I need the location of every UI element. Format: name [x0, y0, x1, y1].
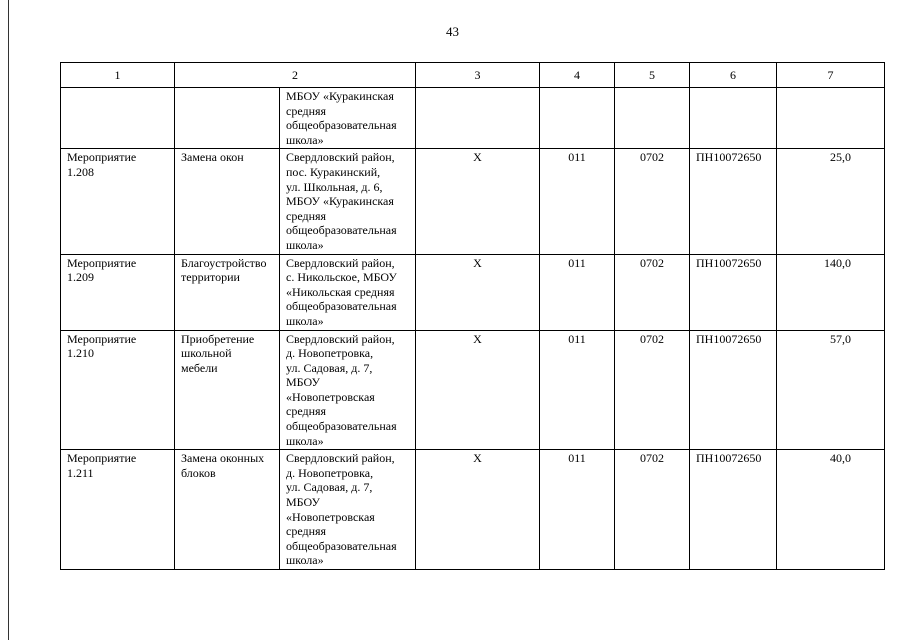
- event-cell: [61, 149, 175, 254]
- address-line: школа»: [286, 237, 324, 252]
- col3-cell: Х: [416, 254, 540, 330]
- name-line: блоков: [181, 465, 216, 480]
- col5-cell: 0702: [615, 254, 690, 330]
- name-cell: [175, 330, 280, 450]
- name-line: Благоустройство: [181, 255, 267, 270]
- address-line: школа»: [286, 553, 324, 568]
- col3-cell: Х: [416, 149, 540, 254]
- col7-cell: [777, 88, 885, 149]
- col6-cell: [690, 88, 777, 149]
- name-cell: [175, 450, 280, 570]
- header-col-5: 5: [615, 63, 690, 88]
- header-row: [61, 63, 885, 88]
- address-line: средняя: [286, 208, 327, 223]
- address-line: ул. Садовая, д. 7,: [286, 480, 373, 495]
- name-line: школьной: [181, 346, 232, 361]
- address-line: д. Новопетровка,: [286, 465, 374, 480]
- address-line: МБОУ: [286, 375, 320, 390]
- col4-cell: 011: [540, 330, 615, 450]
- name-cell: [175, 88, 280, 149]
- address-line: средняя: [286, 103, 327, 118]
- col5-cell: [615, 88, 690, 149]
- col4-cell: 011: [540, 254, 615, 330]
- address-line: МБОУ: [286, 495, 320, 510]
- header-col-4: 4: [540, 63, 615, 88]
- header-col-1: 1: [61, 63, 175, 88]
- address-line: ул. Садовая, д. 7,: [286, 360, 373, 375]
- col6-cell: ПН10072650: [690, 254, 777, 330]
- col7-cell: 40,0: [777, 450, 885, 570]
- col4-cell: [540, 88, 615, 149]
- event-line: 1.210: [67, 346, 94, 361]
- address-line: средняя: [286, 524, 327, 539]
- event-cell: [61, 254, 175, 330]
- col3-cell: Х: [416, 450, 540, 570]
- col5-cell: 0702: [615, 450, 690, 570]
- col6-cell: ПН10072650: [690, 149, 777, 254]
- address-line: «Новопетровская: [286, 389, 375, 404]
- header-col-7: 7: [777, 63, 885, 88]
- address-line: Свердловский район,: [286, 255, 395, 270]
- address-line: пос. Куракинский,: [286, 164, 381, 179]
- address-line: д. Новопетровка,: [286, 346, 374, 361]
- col5-cell: 0702: [615, 330, 690, 450]
- event-line: Мероприятие: [67, 331, 137, 346]
- event-cell: [61, 330, 175, 450]
- address-cell: [280, 254, 416, 330]
- event-line: Мероприятие: [67, 255, 137, 270]
- name-line: территории: [181, 270, 240, 285]
- table-row: [61, 450, 885, 570]
- col5-cell: 0702: [615, 149, 690, 254]
- address-line: общеобразовательная: [286, 538, 397, 553]
- address-line: Свердловский район,: [286, 150, 395, 165]
- header-col-6: 6: [690, 63, 777, 88]
- page-number: 43: [446, 24, 459, 39]
- col7-cell: 25,0: [777, 149, 885, 254]
- address-line: Свердловский район,: [286, 451, 395, 466]
- name-line: Замена оконных: [181, 451, 265, 466]
- col4-cell: 011: [540, 450, 615, 570]
- address-cell: [280, 149, 416, 254]
- address-cell: [280, 450, 416, 570]
- event-line: 1.208: [67, 164, 94, 179]
- name-cell: [175, 149, 280, 254]
- table-row: [61, 88, 885, 149]
- address-line: МБОУ «Куракинская: [286, 89, 394, 103]
- event-line: 1.209: [67, 270, 94, 285]
- col3-cell: Х: [416, 330, 540, 450]
- table-row: [61, 254, 885, 330]
- col7-cell: 57,0: [777, 330, 885, 450]
- address-line: средняя: [286, 404, 327, 419]
- name-line: Приобретение: [181, 331, 255, 346]
- col6-cell: ПН10072650: [690, 330, 777, 450]
- address-line: общеобразовательная: [286, 299, 397, 314]
- col6-cell: ПН10072650: [690, 450, 777, 570]
- address-line: школа»: [286, 132, 324, 147]
- table-row: [61, 330, 885, 450]
- address-line: школа»: [286, 313, 324, 328]
- address-line: общеобразовательная: [286, 118, 397, 133]
- left-margin-rule: [8, 0, 9, 640]
- name-line: Замена окон: [181, 150, 244, 165]
- address-cell: [280, 88, 416, 149]
- address-line: МБОУ «Куракинская: [286, 194, 394, 209]
- address-line: Свердловский район,: [286, 331, 395, 346]
- budget-table: [60, 62, 885, 570]
- address-line: ул. Школьная, д. 6,: [286, 179, 383, 194]
- name-cell: [175, 254, 280, 330]
- event-line: Мероприятие: [67, 150, 137, 165]
- header-col-3: 3: [416, 63, 540, 88]
- col4-cell: 011: [540, 149, 615, 254]
- address-cell: [280, 330, 416, 450]
- table-row: [61, 149, 885, 254]
- col3-cell: [416, 88, 540, 149]
- address-line: «Новопетровская: [286, 509, 375, 524]
- event-cell: [61, 88, 175, 149]
- header-col-2: 2: [175, 63, 416, 88]
- address-line: «Никольская средняя: [286, 284, 395, 299]
- address-line: школа»: [286, 433, 324, 448]
- event-line: 1.211: [67, 465, 94, 480]
- address-line: общеобразовательная: [286, 223, 397, 238]
- name-line: мебели: [181, 360, 218, 375]
- event-cell: [61, 450, 175, 570]
- event-line: Мероприятие: [67, 451, 137, 466]
- address-line: общеобразовательная: [286, 419, 397, 434]
- col7-cell: 140,0: [777, 254, 885, 330]
- address-line: с. Никольское, МБОУ: [286, 270, 397, 285]
